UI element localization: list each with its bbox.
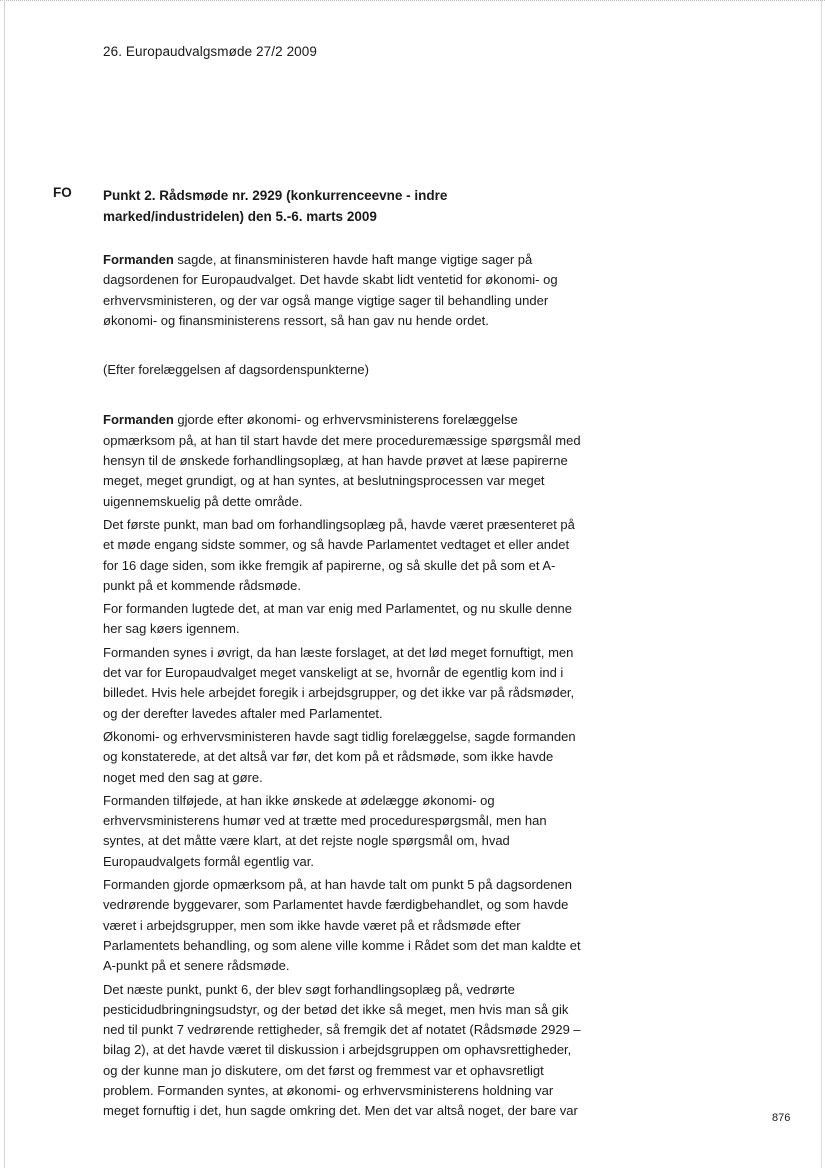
speaker-name: Formanden: [103, 252, 174, 267]
agenda-item-title: Punkt 2. Rådsmøde nr. 2929 (konkurrenceevne - indre marked/industridelen) den 5.-6. marts 2009: [103, 188, 448, 224]
paragraph-parliament: For formanden lugtede det, at man var enig med Parlamentet, og nu skulle denne her sag køers igennem.: [103, 601, 573, 637]
running-header: 26. Europaudvalgsmøde 27/2 2009: [103, 44, 317, 59]
paragraph-construction-products: Formanden gjorde opmærksom på, at han havde talt om punkt 5 på dagsordenen vedrørende byggevarer, som Parlamentet havde færdigbehandlet, og som havde været i arbejdsgrupper, men som ikke havde været på et rådsmøde efter Parlamentets behandling, og som alene ville komme i Rådet som det man kaldte et A-punkt på et senere rådsmøde.: [103, 877, 581, 974]
country-code: FO: [53, 185, 72, 200]
procedural-note: (Efter forelæggelsen af dagsordenspunkterne): [103, 362, 369, 378]
paragraph-pesticide-rights: Det næste punkt, punkt 6, der blev søgt forhandlingsoplæg på, vedrørte pesticidudbringningsudstyr, og der betød det ikke så meget, men hvis man så gik ned til punkt 7 vedrørende rettigheder, så fremgik det af notatet (Rådsmøde 2929 – bilag 2), at det havde været til diskussion i arbejdsgruppen om ophavsrettigheder, og der kunne man jo diskutere, om det først og fremmest var et ophavsretligt problem. Formanden syntes, at økonomi- og erhvervsministerens holdning var meget fornuftig i det, hun sagde omkring det. Men det var altså noget, der bare var: [103, 981, 581, 1119]
page-left-edge: [4, 0, 5, 1168]
page-right-edge: [821, 0, 822, 1168]
paragraph-text: gjorde efter økonomi- og erhvervsministerens forelæggelse opmærksom på, at han til start havde det mere proceduremæssige spørgsmål med hensyn til de ønskede forhandlingsoplæg, at han havde prøvet at læse papirerne meget, meget grundigt, og at han syntes, at beslutningsprocessen var meget uigennemskuelig på dette område.: [103, 412, 581, 509]
page-top-edge: [0, 0, 825, 3]
paragraph-text: sagde, at finansministeren havde haft mange vigtige sager på dagsordenen for Europaudvalget. Det havde skabt lidt ventetid for økonomi- og erhvervsministeren, og der var også mange vigtige sager til behandling under økonomi- og finansministerens ressort, så han gav nu hende ordet.: [103, 252, 558, 328]
page-number: 876: [772, 1112, 791, 1124]
paragraph-procedure: Formanden tilføjede, at han ikke ønskede at ødelægge økonomi- og erhvervsministerens humør ved at trætte med procedurespørgsmål, men han syntes, at det måtte være klart, at det rejste nogle spørgsmål om, hvad Europaudvalgets formål egentlig var.: [103, 792, 547, 869]
paragraph-chair-question: [103, 410, 587, 511]
speaker-name: Formanden: [103, 412, 174, 428]
paragraph-working-groups: Formanden synes i øvrigt, da han læste forslaget, at det lød meget fornuftigt, men det var for Europaudvalget meget vanskeligt at se, hvornår de egentlig kom ind i billedet. Hvis hele arbejdet foregik i arbejdsgrupper, og det ikke var på rådsmøder, og der derefter lavedes aftaler med Parlamentet.: [103, 644, 575, 721]
paragraph-chair-opening: [103, 250, 587, 331]
paragraph-minister-timing: Økonomi- og erhvervsministeren havde sagt tidlig forelæggelse, sagde formanden og konstaterede, at det altså var før, det kom på et rådsmøde, som ikke havde noget med den sag at gøre.: [103, 728, 576, 785]
paragraph-first-point: Det første punkt, man bad om forhandlingsoplæg på, havde været præsenteret på et møde engang sidste sommer, og så havde Parlamentet vedtaget et eller andet for 16 dage siden, som ikke fremgik af papirerne, og så skulle det på som et A-punkt på et kommende rådsmøde.: [103, 516, 575, 593]
minutes-body: [103, 250, 587, 1125]
